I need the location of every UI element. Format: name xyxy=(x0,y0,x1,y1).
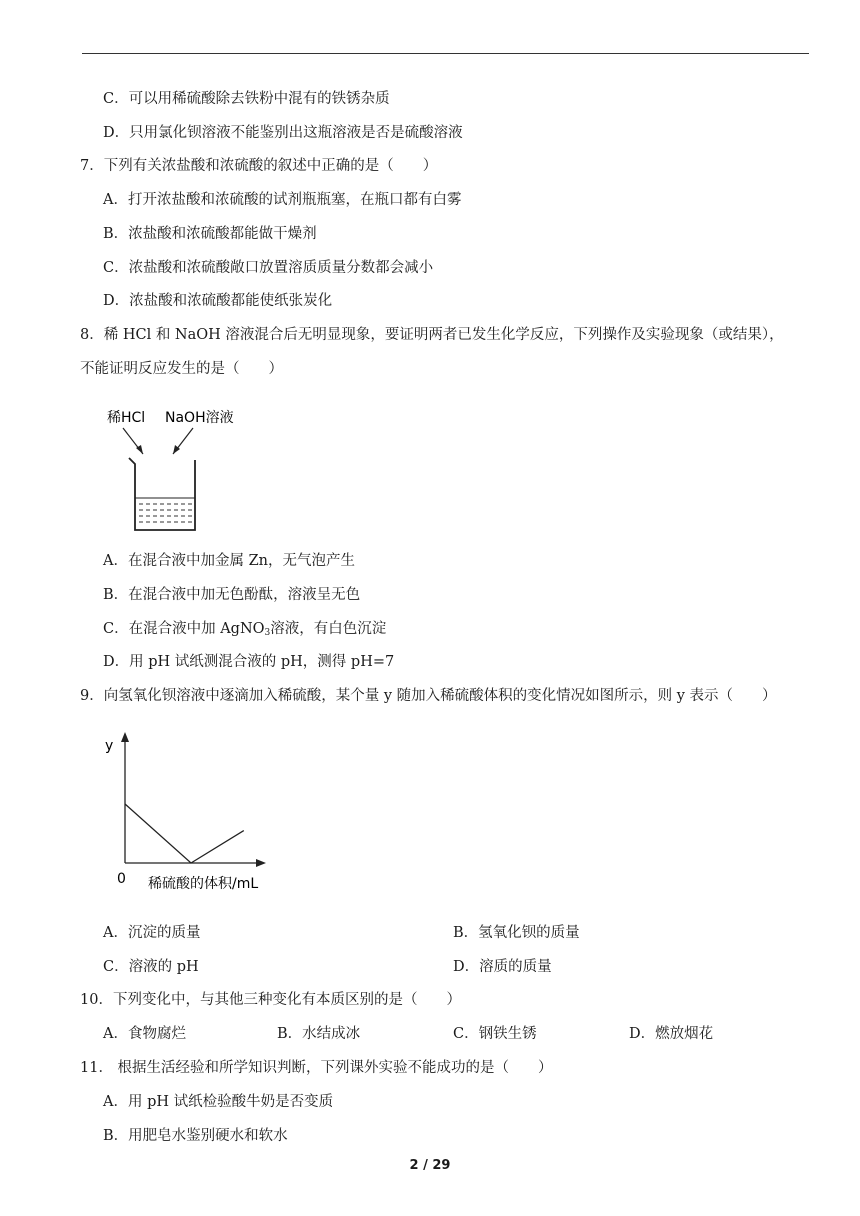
q9-option-b: B．氢氧化钡的质量 xyxy=(453,925,580,941)
q9-option-d: D．溶质的质量 xyxy=(453,959,552,975)
q10-option-c: C．钢铁生锈 xyxy=(453,1026,537,1042)
q10-stem: 10．下列变化中，与其他三种变化有本质区别的是（ ） xyxy=(80,992,461,1008)
q7-option-b: B．浓盐酸和浓硫酸都能做干燥剂 xyxy=(103,226,317,242)
beaker-label-naoh: NaOH溶液 xyxy=(165,410,234,426)
q8-option-d: D．用 pH 试纸测混合液的 pH，测得 pH=7 xyxy=(103,654,395,670)
page-number: 2 / 29 xyxy=(409,1158,451,1173)
x-axis-label: 稀硫酸的体积/mL xyxy=(148,876,259,892)
y-axis-label: y xyxy=(105,738,114,754)
y-axis-arrow xyxy=(121,732,129,742)
q6-option-d: D．只用氯化钡溶液不能鉴别出这瓶溶液是否是硫酸溶液 xyxy=(103,125,463,141)
q9-stem: 9．向氢氧化钡溶液中逐滴加入稀硫酸，某个量 y 随加入稀硫酸体积的变化情况如图所示，则 y 表示（ ） xyxy=(80,688,777,704)
q6-option-c: C．可以用稀硫酸除去铁粉中混有的铁锈杂质 xyxy=(103,91,390,107)
graph-figure xyxy=(100,730,280,899)
q11-option-b: B．用肥皂水鉴别硬水和软水 xyxy=(103,1128,288,1144)
q9-option-c: C．溶液的 pH xyxy=(103,959,199,975)
q7-option-c: C．浓盐酸和浓硫酸敞口放置溶质质量分数都会减小 xyxy=(103,260,434,276)
beaker-label-hcl: 稀HCl xyxy=(107,410,146,426)
q7-option-a: A．打开浓盐酸和浓硫酸的试剂瓶瓶塞，在瓶口都有白雾 xyxy=(103,192,462,208)
series-line xyxy=(125,804,244,863)
beaker-figure xyxy=(105,400,245,544)
q8-option-a: A．在混合液中加金属 Zn，无气泡产生 xyxy=(103,553,355,569)
header-rule xyxy=(82,53,809,54)
q10-option-d: D．燃放烟花 xyxy=(629,1026,714,1042)
q10-option-a: A．食物腐烂 xyxy=(103,1026,186,1042)
q8-stem-line2: 不能证明反应发生的是（ ） xyxy=(80,361,283,377)
origin-label: 0 xyxy=(117,871,126,887)
x-axis-arrow xyxy=(256,859,266,867)
q10-option-b: B．水结成冰 xyxy=(277,1026,361,1042)
q8-stem-line1: 8．稀 HCl 和 NaOH 溶液混合后无明显现象，要证明两者已发生化学反应，下列操作及实验现象（或结果）， xyxy=(80,327,784,343)
q7-stem: 7．下列有关浓盐酸和浓硫酸的叙述中正确的是（ ） xyxy=(80,158,438,174)
q8-option-c: C．在混合液中加 AgNO$_3$溶液，有白色沉淀 xyxy=(103,621,387,638)
q8-option-b: B．在混合液中加无色酚酞，溶液呈无色 xyxy=(103,587,361,603)
q11-option-a: A．用 pH 试纸检验酸牛奶是否变质 xyxy=(103,1094,334,1110)
q11-stem: 11． 根据生活经验和所学知识判断，下列课外实验不能成功的是（ ） xyxy=(80,1060,553,1076)
q9-option-a: A．沉淀的质量 xyxy=(103,925,201,941)
q7-option-d: D．浓盐酸和浓硫酸都能使纸张炭化 xyxy=(103,293,333,309)
